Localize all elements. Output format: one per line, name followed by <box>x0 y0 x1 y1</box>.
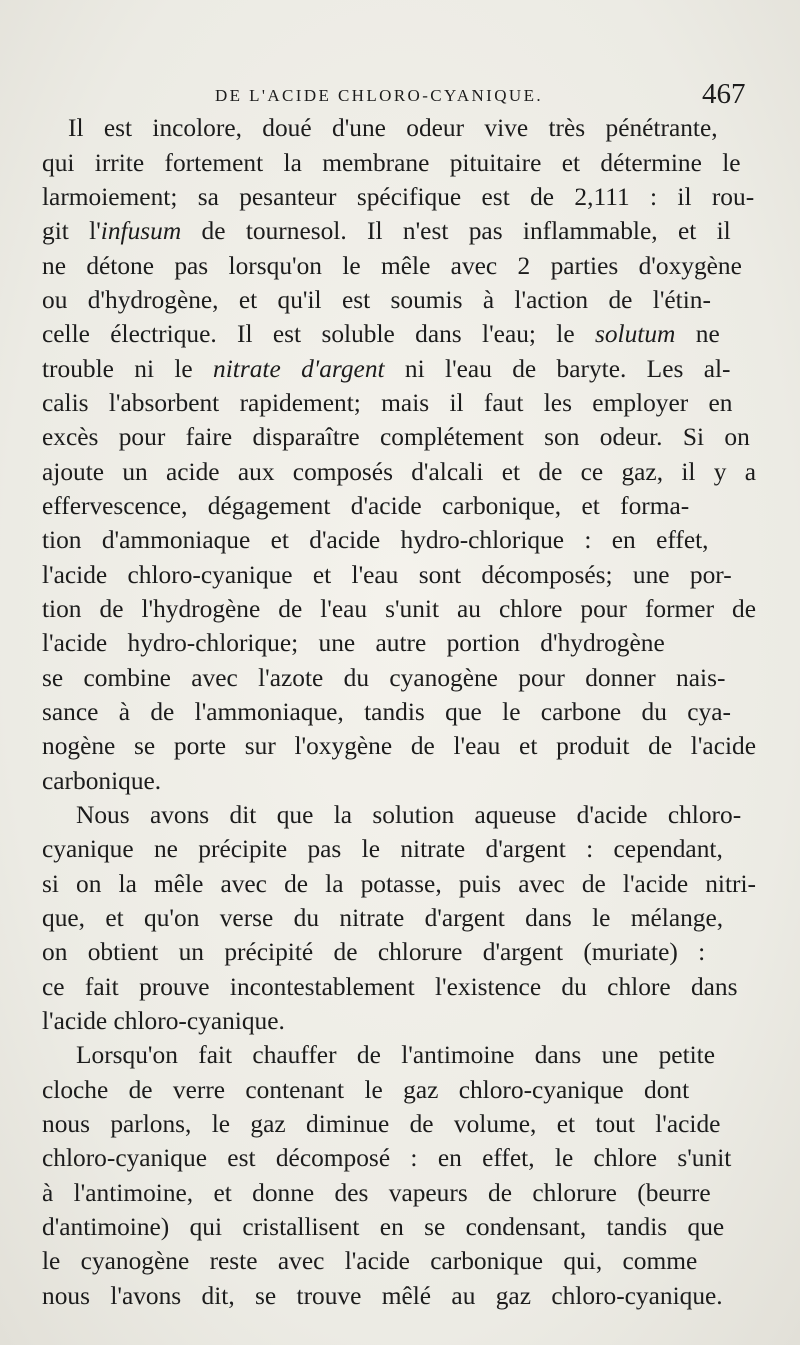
text-line <box>0 180 800 214</box>
text-line-content: ne détone pas lorsqu'on le mêle avec 2 parties d'oxygène <box>42 252 742 280</box>
text-line-content: l'acide chloro-cyanique. <box>42 1007 285 1035</box>
text-line-content: excès pour faire disparaître complétement son odeur. Si on <box>42 423 750 451</box>
text-line-content: Nous avons dit que la solution aqueuse d'acide chloro- <box>76 801 742 829</box>
text-line-content: ajoute un acide aux composés d'alcali et de ce gaz, il y a <box>42 458 756 486</box>
text-line <box>0 420 800 454</box>
text-line <box>0 317 800 351</box>
text-line-content: nogène se porte sur l'oxygène de l'eau et produit de l'acide <box>42 732 756 760</box>
text-line-content: le cyanogène reste avec l'acide carbonique qui, comme <box>42 1247 698 1275</box>
text-line <box>0 1073 800 1107</box>
text-line <box>0 558 800 592</box>
text-line <box>0 1107 800 1141</box>
text-line-content: tion de l'hydrogène de l'eau s'unit au chlore pour former de <box>42 595 756 623</box>
text-line <box>0 455 800 489</box>
text-line <box>0 146 800 180</box>
text-line <box>0 1038 800 1072</box>
text-line-content: l'acide chloro-cyanique et l'eau sont décomposés; une por- <box>42 561 732 589</box>
text-line <box>0 832 800 866</box>
text-line <box>0 592 800 626</box>
text-line <box>0 867 800 901</box>
text-line-content: ce fait prouve incontestablement l'existence du chlore dans <box>42 973 738 1001</box>
text-line-content: celle électrique. Il est soluble dans l'eau; le solutum ne <box>42 320 720 348</box>
running-title: DE L'ACIDE CHLORO-CYANIQUE. <box>215 86 544 105</box>
text-line-content: que, et qu'on verse du nitrate d'argent dans le mélange, <box>42 904 724 932</box>
text-line-content: larmoiement; sa pesanteur spécifique est de 2,111 : il rou- <box>42 183 755 211</box>
text-line <box>0 901 800 935</box>
text-line <box>0 1244 800 1278</box>
text-line <box>0 935 800 969</box>
text-line-content: nous parlons, le gaz diminue de volume, et tout l'acide <box>42 1110 721 1138</box>
text-line <box>0 1176 800 1210</box>
text-line-content: Lorsqu'on fait chauffer de l'antimoine dans une petite <box>76 1041 716 1069</box>
text-line-content: on obtient un précipité de chlorure d'argent (muriate) : <box>42 938 706 966</box>
text-line <box>0 661 800 695</box>
text-line-content: calis l'absorbent rapidement; mais il faut les employer en <box>42 389 733 417</box>
text-line <box>0 489 800 523</box>
text-line <box>0 352 800 386</box>
text-line-content: tion d'ammoniaque et d'acide hydro-chlorique : en effet, <box>42 526 709 554</box>
text-line-content: trouble ni le nitrate d'argent ni l'eau de baryte. Les al- <box>42 355 731 383</box>
text-line <box>0 695 800 729</box>
text-line-content: carbonique. <box>42 767 162 795</box>
text-line <box>0 1210 800 1244</box>
text-line-content: nous l'avons dit, se trouve mêlé au gaz chloro-cyanique. <box>42 1282 723 1310</box>
text-line-content: cloche de verre contenant le gaz chloro-cyanique dont <box>42 1076 690 1104</box>
text-line <box>0 386 800 420</box>
text-line <box>0 111 800 145</box>
text-line <box>0 214 800 248</box>
text-line-content: ou d'hydrogène, et qu'il est soumis à l'action de l'étin- <box>42 286 711 314</box>
text-line-content: d'antimoine) qui cristallisent en se condensant, tandis que <box>42 1213 725 1241</box>
text-line <box>0 626 800 660</box>
text-line-content: cyanique ne précipite pas le nitrate d'argent : cependant, <box>42 835 723 863</box>
text-line <box>0 249 800 283</box>
text-line <box>0 729 800 763</box>
text-line-content: sance à de l'ammoniaque, tandis que le carbone du cya- <box>42 698 731 726</box>
text-line-content: si on la mêle avec de la potasse, puis avec de l'acide nitri- <box>42 870 756 898</box>
text-line-content: chloro-cyanique est décomposé : en effet, le chlore s'unit <box>42 1144 732 1172</box>
text-line-content: se combine avec l'azote du cyanogène pour donner nais- <box>42 664 726 692</box>
page-number: 467 <box>702 78 746 110</box>
text-line-content: à l'antimoine, et donne des vapeurs de chlorure (beurre <box>42 1179 711 1207</box>
text-line-content: l'acide hydro-chlorique; une autre portion d'hydrogène <box>42 629 665 657</box>
text-line <box>0 283 800 317</box>
text-line <box>0 523 800 557</box>
text-line <box>0 1141 800 1175</box>
text-line <box>0 1279 800 1313</box>
text-line <box>0 1004 800 1038</box>
text-line-content: Il est incolore, doué d'une odeur vive très pénétrante, <box>68 114 718 142</box>
text-line-content: qui irrite fortement la membrane pituitaire et détermine le <box>42 149 741 177</box>
text-line <box>0 764 800 798</box>
text-line <box>0 798 800 832</box>
text-line-content: effervescence, dégagement d'acide carbonique, et forma- <box>42 492 690 520</box>
text-line-content: git l'infusum de tournesol. Il n'est pas inflammable, et il <box>42 217 731 245</box>
text-line <box>0 970 800 1004</box>
